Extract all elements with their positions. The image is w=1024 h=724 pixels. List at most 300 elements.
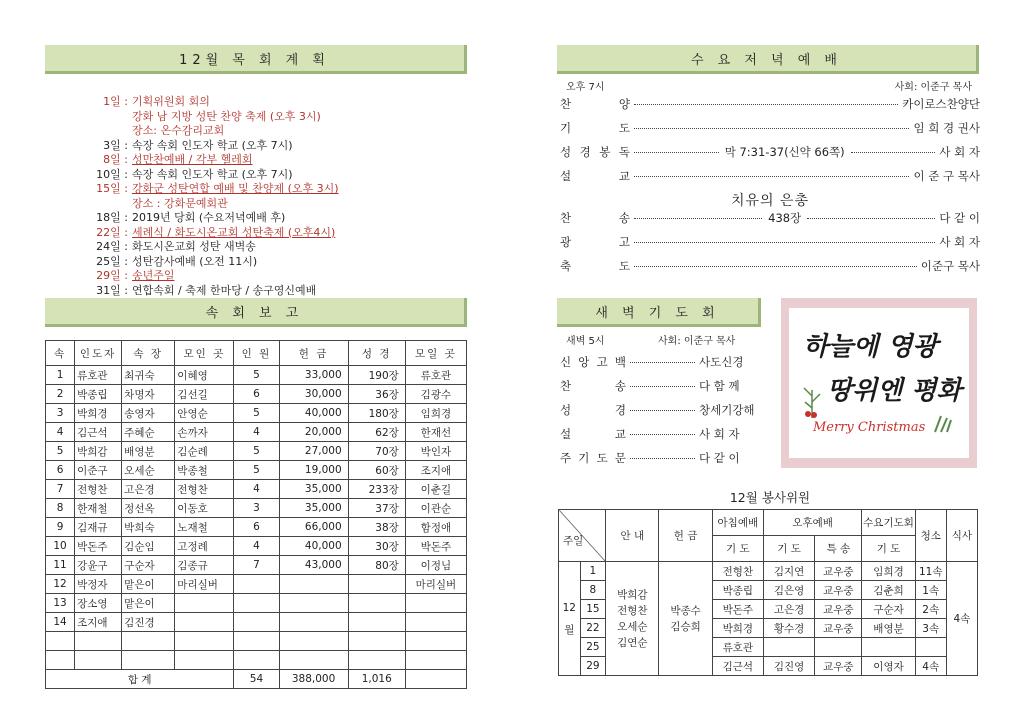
attendance-cell: 박인자 — [405, 442, 466, 461]
attendance-cell: 14 — [46, 613, 75, 632]
dawn-program — [560, 332, 765, 472]
attendance-cell: 류호관 — [405, 366, 466, 385]
attendance-cell: 5 — [234, 404, 279, 423]
attendance-col-header: 성 경 — [348, 341, 405, 366]
schedule-text: 송년주일 — [132, 269, 175, 282]
dawn-header — [557, 298, 761, 327]
attendance-cell: 30장 — [348, 537, 405, 556]
table-row — [46, 366, 467, 385]
attendance-cell: 안영순 — [175, 404, 234, 423]
attendance-cell: 36장 — [348, 385, 405, 404]
dawn-row — [560, 376, 765, 396]
attendance-cell: 4 — [46, 423, 75, 442]
program-row — [560, 94, 980, 114]
attendance-cell: 한재철 — [75, 499, 122, 518]
service-cell — [915, 638, 946, 657]
schedule-text: 장소 : 강화문예회관 — [132, 196, 228, 210]
card-line-3: Merry Christmas — [813, 420, 926, 435]
total-cell: 1,016 — [348, 670, 405, 689]
service-cell: 전형찬 — [712, 562, 763, 581]
schedule-date: 22일 : — [96, 225, 128, 239]
total-cell — [405, 670, 466, 689]
table-row — [46, 499, 467, 518]
attendance-cell: 김광수 — [405, 385, 466, 404]
dawn-label: 찬 송 — [560, 379, 626, 393]
header-wed: 수요기도회 — [862, 510, 915, 536]
service-cell: 3속 — [915, 619, 946, 638]
wednesday-subtitle: 치유의 은총 — [730, 193, 810, 209]
program-leader: 다 같 이 — [939, 211, 981, 225]
program-label: 찬 송 — [560, 211, 630, 225]
dawn-label: 성 경 — [560, 403, 626, 417]
schedule-date: 24일 : — [96, 240, 128, 253]
card-line-2: 땅위엔 평화 — [827, 376, 962, 406]
attendance-cell: 6 — [234, 385, 279, 404]
wednesday-header — [557, 45, 979, 74]
card-line-1: 하늘에 영광 — [803, 332, 938, 362]
service-cell: 구순자 — [862, 600, 915, 619]
attendance-cell — [75, 651, 122, 670]
service-cell: 교우중 — [815, 562, 862, 581]
attendance-cell: 차명자 — [122, 385, 175, 404]
schedule-date: 29일 : — [96, 269, 128, 282]
attendance-cell — [405, 594, 466, 613]
service-cell: 2속 — [915, 600, 946, 619]
attendance-cell: 전형찬 — [75, 480, 122, 499]
total-cell: 388,000 — [279, 670, 348, 689]
attendance-cell: 박희감 — [75, 442, 122, 461]
schedule-item — [60, 211, 470, 226]
schedule-date: 31일 : — [96, 283, 128, 297]
service-cell: 25 — [580, 638, 606, 657]
service-cell: 이영자 — [862, 657, 915, 676]
attendance-cell: 이혜영 — [175, 366, 234, 385]
attendance-cell: 60장 — [348, 461, 405, 480]
schedule-text: 성탄감사예배 (오전 11시) — [132, 254, 258, 268]
service-cell: 교우중 — [815, 657, 862, 676]
attendance-cell: 김진경 — [122, 613, 175, 632]
attendance-cell: 10 — [46, 537, 75, 556]
attendance-col-header: 모일 곳 — [405, 341, 466, 366]
attendance-col-header: 모인 곳 — [175, 341, 234, 366]
attendance-cell — [279, 651, 348, 670]
attendance-cell — [405, 632, 466, 651]
dawn-row — [560, 424, 765, 444]
schedule-text: 속장 속회 인도자 학교 (오후 7시) — [132, 167, 293, 181]
attendance-cell: 박종철 — [175, 461, 234, 480]
attendance-cell — [122, 651, 175, 670]
attendance-cell — [234, 613, 279, 632]
attendance-cell: 김순례 — [175, 442, 234, 461]
attendance-cell: 류호관 — [75, 366, 122, 385]
attendance-cell: 13 — [46, 594, 75, 613]
attendance-cell — [175, 613, 234, 632]
attendance-cell: 한재선 — [405, 423, 466, 442]
attendance-cell: 3 — [234, 499, 279, 518]
attendance-cell: 2 — [46, 385, 75, 404]
table-row — [46, 575, 467, 594]
holly-icon — [799, 380, 825, 420]
schedule-date: 25일 : — [96, 254, 128, 268]
program-row — [560, 166, 980, 186]
attendance-cell — [348, 575, 405, 594]
attendance-cell: 박희숙 — [122, 518, 175, 537]
total-cell: 54 — [234, 670, 279, 689]
table-row — [46, 423, 467, 442]
header-meal: 식사 — [946, 510, 977, 562]
attendance-cell: 30,000 — [279, 385, 348, 404]
program-row — [560, 232, 980, 252]
attendance-cell: 정선옥 — [122, 499, 175, 518]
header-morning: 아침예배 — [712, 510, 763, 536]
attendance-cell — [279, 613, 348, 632]
program-label: 설 교 — [560, 169, 630, 183]
attendance-cell: 11 — [46, 556, 75, 575]
schedule-item — [60, 226, 470, 241]
attendance-cell: 박돈주 — [405, 537, 466, 556]
schedule-text: 속장 속회 인도자 학교 (오후 7시) — [132, 138, 293, 152]
program-leader: 카이로스찬양단 — [902, 97, 980, 111]
attendance-title: 속 회 보 고 — [205, 305, 304, 321]
service-cell: 1 — [580, 562, 606, 581]
program-leader: 사 회 자 — [939, 145, 981, 159]
schedule-text: 2019년 당회 (수요저녁예배 후) — [132, 211, 286, 224]
attendance-cell: 오세순 — [122, 461, 175, 480]
attendance-cell: 김종규 — [175, 556, 234, 575]
attendance-cell: 233장 — [348, 480, 405, 499]
attendance-cell: 김근석 — [75, 423, 122, 442]
attendance-cell — [348, 651, 405, 670]
dawn-leader: 사도신경 — [699, 355, 744, 369]
total-row — [46, 670, 467, 689]
schedule-item — [60, 197, 470, 212]
service-cell: 15 — [580, 600, 606, 619]
attendance-cell — [348, 632, 405, 651]
attendance-cell: 27,000 — [279, 442, 348, 461]
program-label: 찬 양 — [560, 97, 630, 111]
attendance-cell: 35,000 — [279, 480, 348, 499]
attendance-cell — [175, 632, 234, 651]
schedule-date: 8일 : — [103, 153, 128, 166]
attendance-cell: 8 — [46, 499, 75, 518]
service-cell: 8 — [580, 581, 606, 600]
wednesday-presider: 사회: 이준구 목사 — [894, 82, 972, 93]
attendance-cell: 5 — [234, 442, 279, 461]
service-cell: 김은영 — [763, 581, 814, 600]
service-cell: 류호관 — [712, 638, 763, 657]
attendance-cell: 주혜순 — [122, 423, 175, 442]
program-label: 기 도 — [560, 121, 630, 135]
program-detail: 막 7:31-37(신약 66쪽) — [724, 145, 845, 159]
schedule-date: 10일 : — [96, 167, 128, 181]
schedule-item — [60, 139, 470, 154]
schedule-item — [60, 284, 470, 299]
attendance-cell: 7 — [234, 556, 279, 575]
service-cell: 1속 — [915, 581, 946, 600]
attendance-cell: 전형찬 — [175, 480, 234, 499]
service-cell: 고은경 — [763, 600, 814, 619]
service-cell: 교우중 — [815, 581, 862, 600]
service-cell: 22 — [580, 619, 606, 638]
header-guide: 안 내 — [606, 510, 659, 562]
program-row — [560, 142, 980, 162]
attendance-cell: 장소영 — [75, 594, 122, 613]
attendance-cell: 33,000 — [279, 366, 348, 385]
header-week: 주일 — [559, 510, 606, 562]
attendance-cell: 37장 — [348, 499, 405, 518]
dawn-time: 새벽 5시 — [566, 336, 605, 347]
attendance-cell: 박희경 — [75, 404, 122, 423]
service-cell: 교우중 — [815, 600, 862, 619]
attendance-cell: 20,000 — [279, 423, 348, 442]
schedule-text: 세례식 / 화도시온교회 성탄축제 (오후4시) — [132, 225, 336, 239]
schedule-item — [60, 110, 470, 125]
service-cell: 박종립 — [712, 581, 763, 600]
attendance-cell: 이동호 — [175, 499, 234, 518]
attendance-col-header: 인도자 — [75, 341, 122, 366]
schedule-text: 연합속회 / 축제 한마당 / 송구영신예배 — [132, 283, 317, 297]
table-row — [46, 404, 467, 423]
attendance-cell — [234, 651, 279, 670]
header-morning-prayer: 기 도 — [712, 536, 763, 562]
schedule-item — [60, 124, 470, 139]
service-table — [558, 509, 978, 676]
attendance-cell: 송영자 — [122, 404, 175, 423]
table-row — [46, 651, 467, 670]
attendance-cell: 5 — [234, 461, 279, 480]
attendance-cell: 강윤구 — [75, 556, 122, 575]
service-cell: 임희경 — [862, 562, 915, 581]
attendance-cell: 이춘길 — [405, 480, 466, 499]
schedule-item — [60, 153, 470, 168]
table-row — [46, 632, 467, 651]
attendance-cell: 마리실버 — [175, 575, 234, 594]
attendance-cell: 박정자 — [75, 575, 122, 594]
dawn-leader: 창세기강해 — [699, 403, 755, 417]
schedule-text: 강화군 성탄연합 예배 및 찬양제 (오후 3시) — [132, 182, 339, 195]
attendance-cell: 이준구 — [75, 461, 122, 480]
attendance-cell: 35,000 — [279, 499, 348, 518]
table-row — [46, 613, 467, 632]
attendance-cell: 1 — [46, 366, 75, 385]
dawn-leader: 다 함 께 — [699, 379, 740, 393]
attendance-cell: 70장 — [348, 442, 405, 461]
attendance-cell — [279, 632, 348, 651]
dawn-label: 신 앙 고 백 — [560, 355, 626, 369]
dawn-label: 설 교 — [560, 427, 626, 441]
program-row — [560, 118, 980, 138]
schedule-text: 기획위원회 회의 — [132, 95, 210, 108]
dawn-row — [560, 352, 765, 372]
attendance-cell: 노재철 — [175, 518, 234, 537]
table-row — [46, 461, 467, 480]
attendance-cell: 40,000 — [279, 537, 348, 556]
table-row — [46, 518, 467, 537]
schedule-item — [60, 240, 470, 255]
attendance-cell: 이정님 — [405, 556, 466, 575]
attendance-cell: 4 — [234, 423, 279, 442]
attendance-cell — [75, 632, 122, 651]
attendance-cell: 66,000 — [279, 518, 348, 537]
service-cell: 12 월 — [559, 562, 581, 676]
schedule-list — [60, 95, 470, 298]
attendance-cell: 7 — [46, 480, 75, 499]
attendance-cell — [175, 651, 234, 670]
attendance-cell: 4 — [234, 480, 279, 499]
dawn-row — [560, 448, 765, 468]
attendance-cell: 임희경 — [405, 404, 466, 423]
attendance-cell: 배영분 — [122, 442, 175, 461]
attendance-cell — [234, 632, 279, 651]
attendance-cell — [46, 651, 75, 670]
attendance-cell: 4 — [234, 537, 279, 556]
program-leader: 임 희 경 권사 — [913, 121, 980, 135]
attendance-cell — [234, 575, 279, 594]
attendance-cell: 최귀숙 — [122, 366, 175, 385]
table-row — [46, 537, 467, 556]
header-afternoon: 오후예배 — [763, 510, 861, 536]
program-detail: 438장 — [768, 211, 802, 225]
christmas-card — [781, 298, 977, 468]
table-row — [46, 556, 467, 575]
attendance-cell: 구순자 — [122, 556, 175, 575]
attendance-cell: 5 — [46, 442, 75, 461]
dawn-title: 새 벽 기 도 회 — [595, 305, 720, 321]
dawn-leader: 사 회 자 — [699, 427, 740, 441]
attendance-cell: 조지애 — [405, 461, 466, 480]
header-wed-prayer: 기 도 — [862, 536, 915, 562]
attendance-cell: 맡은이 — [122, 594, 175, 613]
schedule-item — [60, 182, 470, 197]
attendance-cell: 김순임 — [122, 537, 175, 556]
service-cell — [862, 638, 915, 657]
attendance-cell: 고정례 — [175, 537, 234, 556]
attendance-cell — [348, 594, 405, 613]
attendance-cell: 함정애 — [405, 518, 466, 537]
attendance-table — [45, 340, 467, 689]
service-cell — [763, 638, 814, 657]
service-cell: 교우중 — [815, 619, 862, 638]
attendance-cell: 80장 — [348, 556, 405, 575]
wednesday-program — [560, 78, 980, 278]
attendance-cell: 박돈주 — [75, 537, 122, 556]
leaf-icon — [931, 412, 955, 436]
attendance-cell: 박종립 — [75, 385, 122, 404]
schedule-item — [60, 168, 470, 183]
service-cell: 김춘희 — [862, 581, 915, 600]
service-cell: 배영분 — [862, 619, 915, 638]
program-row — [560, 208, 980, 228]
service-cell: 김지연 — [763, 562, 814, 581]
table-row — [559, 562, 978, 581]
attendance-cell: 6 — [234, 518, 279, 537]
program-leader: 이 준 구 목사 — [913, 169, 980, 183]
service-cell: 11속 — [915, 562, 946, 581]
header-offering: 헌 금 — [659, 510, 712, 562]
dawn-label: 주 기 도 문 — [560, 451, 626, 465]
attendance-cell — [122, 632, 175, 651]
service-cell: 4속 — [915, 657, 946, 676]
total-cell: 합 계 — [46, 670, 234, 689]
program-label: 축 도 — [560, 259, 630, 273]
attendance-cell: 손까자 — [175, 423, 234, 442]
table-row — [46, 594, 467, 613]
attendance-cell — [175, 594, 234, 613]
wednesday-title: 수 요 저 녁 예 배 — [690, 52, 842, 68]
service-cell: 4속 — [946, 562, 977, 676]
attendance-cell — [46, 632, 75, 651]
schedule-title: 12월 목 회 계 획 — [179, 52, 330, 68]
attendance-col-header: 헌 금 — [279, 341, 348, 366]
attendance-cell — [348, 613, 405, 632]
table-row — [46, 442, 467, 461]
dawn-leader: 다 같 이 — [699, 451, 740, 465]
service-cell: 박돈주 — [712, 600, 763, 619]
program-label: 광 고 — [560, 235, 630, 249]
table-row — [46, 385, 467, 404]
schedule-text: 성만찬예배 / 각부 헬레회 — [132, 153, 253, 166]
schedule-text: 장소: 온수감리교회 — [132, 124, 225, 137]
attendance-cell: 180장 — [348, 404, 405, 423]
service-cell: 김진영 — [763, 657, 814, 676]
header-clean: 청소 — [915, 510, 946, 562]
schedule-date: 3일 : — [103, 138, 128, 152]
attendance-cell — [279, 575, 348, 594]
dawn-row — [560, 400, 765, 420]
service-title: 12월 봉사위원 — [729, 490, 811, 505]
attendance-cell: 마리실버 — [405, 575, 466, 594]
schedule-date: 1일 : — [103, 95, 128, 108]
program-label: 성 경 봉 독 — [560, 145, 630, 159]
attendance-cell: 6 — [46, 461, 75, 480]
attendance-cell: 9 — [46, 518, 75, 537]
attendance-col-header: 속 장 — [122, 341, 175, 366]
attendance-cell: 맡은이 — [122, 575, 175, 594]
attendance-col-header: 속 — [46, 341, 75, 366]
attendance-cell: 12 — [46, 575, 75, 594]
attendance-cell — [405, 651, 466, 670]
program-row — [560, 256, 980, 276]
schedule-date: 18일 : — [96, 211, 128, 224]
attendance-cell: 62장 — [348, 423, 405, 442]
service-cell: 29 — [580, 657, 606, 676]
header-afternoon-prayer: 기 도 — [763, 536, 814, 562]
table-row — [46, 480, 467, 499]
service-cell: 황수경 — [763, 619, 814, 638]
attendance-cell — [405, 613, 466, 632]
attendance-col-header: 인 원 — [234, 341, 279, 366]
attendance-cell — [279, 594, 348, 613]
attendance-cell: 5 — [234, 366, 279, 385]
attendance-cell: 고은경 — [122, 480, 175, 499]
attendance-header — [45, 298, 467, 327]
schedule-text: 강화 남 지방 성탄 찬양 축제 (오후 3시) — [132, 109, 321, 123]
attendance-cell: 43,000 — [279, 556, 348, 575]
attendance-cell: 김재규 — [75, 518, 122, 537]
attendance-cell: 19,000 — [279, 461, 348, 480]
attendance-cell: 조지애 — [75, 613, 122, 632]
attendance-cell: 김선길 — [175, 385, 234, 404]
attendance-cell: 이관순 — [405, 499, 466, 518]
attendance-cell: 40,000 — [279, 404, 348, 423]
schedule-text: 화도시온교회 성탄 새벽송 — [132, 240, 256, 253]
schedule-date: 15일 : — [96, 182, 128, 195]
service-cell: 박종수 김승희 — [659, 562, 712, 676]
schedule-item — [60, 95, 470, 110]
service-cell: 김근석 — [712, 657, 763, 676]
program-leader: 사 회 자 — [939, 235, 980, 249]
schedule-item — [60, 255, 470, 270]
